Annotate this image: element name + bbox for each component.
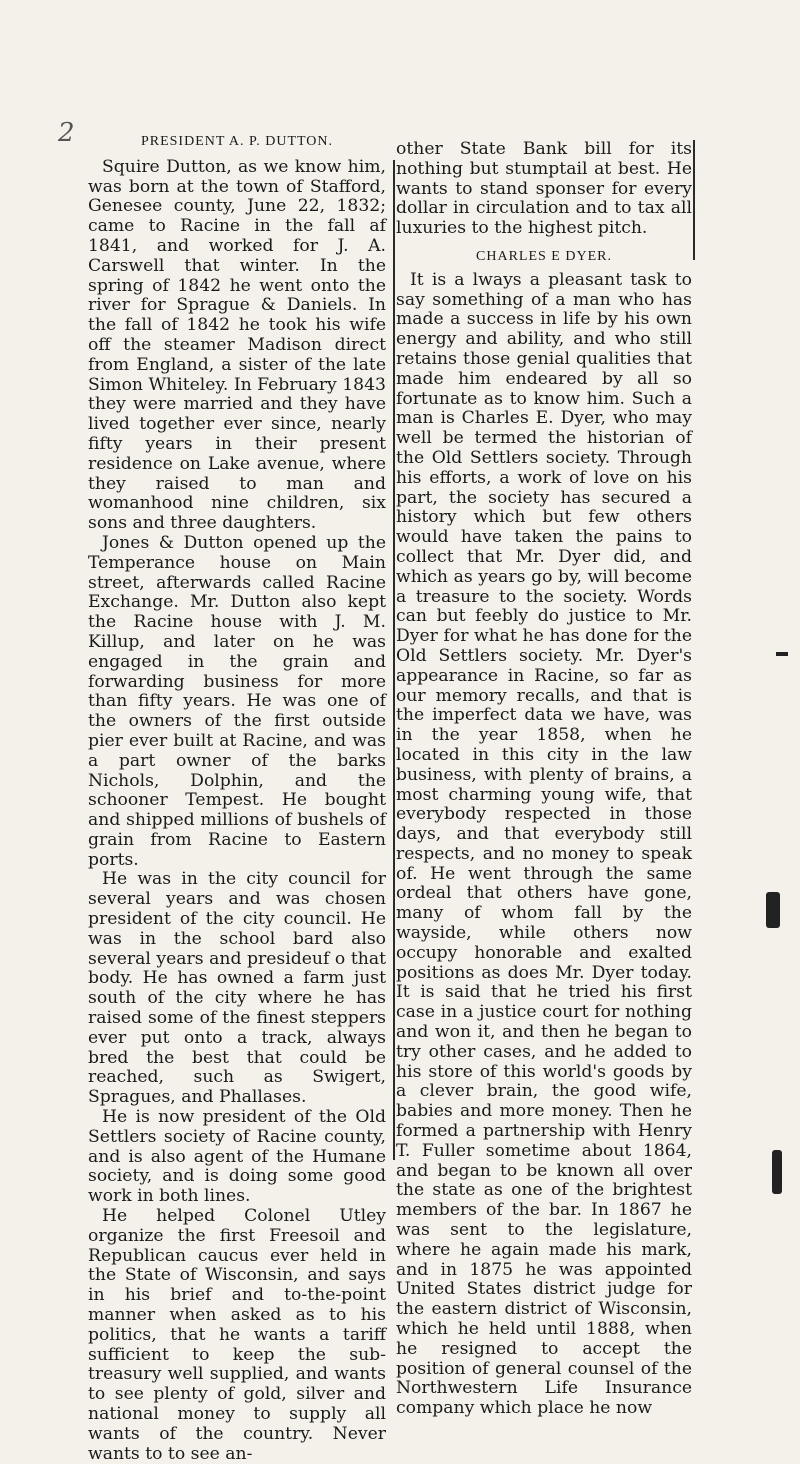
right-column [396,140,692,1419]
headline-dyer: CHARLES E DYER. [476,248,612,264]
column-rule [393,160,395,1160]
margin-mark [772,1150,782,1194]
margin-mark [766,892,780,928]
column-rule-right [693,140,695,260]
margin-mark [776,652,788,656]
paragraph: He helped Colonel Utley organize the first Freesoil and Republican caucus ever held in the State of Wisconsin, and says in his brief and to-the-point manner when asked as to his politics, that he wants a tariff sufficient to keep the sub-treasury well supplied, and wants to see plenty of gold, silver and national money to supply all wants of the country. Never wants to to see an- [88,1206,386,1464]
paragraph: He was in the city council for several years and was chosen president of the city council. He was in the school bard also several years and presideuf o that body. He has owned a farm just south of the city where he has raised some of the finest steppers ever put onto a track, always bred the best that could be reached, such as Swigert, Spragues, and Phallases. [88,869,386,1108]
paragraph: Squire Dutton, as we know him, was born at the town of Stafford, Genesee county, June 22, 1832; came to Racine in the fall af 1841, and worked for J. A. Carswell that winter. In the spring of 1842 he went onto the river for Sprague & Daniels. In the fall of 1842 he took his wife off the steamer Madison direct from England, a sister of the late Simon Whiteley. In February 1843 they were married and they have lived together ever since, nearly fifty years in their present residence on Lake avenue, where they raised to man and womanhood nine children, six sons and three daughters. [88,156,386,534]
paragraph: Jones & Dutton opened up the Temperance house on Main street, afterwards called Racine Exchange. Mr. Dutton also kept the Racine house with J. M. Killup, and later on he was engaged in the grain and forwarding business for more than fifty years. He was one of the owners of the first outside pier ever built at Racine, and was a part owner of the barks Nichols, Dolphin, and the schooner Tempest. He bought and shipped millions of bushels of grain from Racine to Eastern ports. [88,532,386,870]
headline-dutton: PRESIDENT A. P. DUTTON. [140,134,334,149]
left-column [88,132,386,1464]
page-number-mark: 2 [58,118,75,148]
paragraph: He is now president of the Old Settlers society of Racine county, and is also agent of the Humane society, and is doing some good work in both lines. [88,1107,386,1207]
continued-paragraph: other State Bank bill for its nothing but stumptail at best. He wants to stand sponser for every dollar in circulation and to tax all luxuries to the highest pitch. [396,139,692,239]
paragraph: It is a lways a pleasant task to say something of a man who has made a success in life by his own energy and ability, and who still retains those genial qualities that made him endeared by all so fortunate as to know him. Such a man is Charles E. Dyer, who may well be termed the historian of the Old Settlers society. Through his efforts, a work of love on his part, the society has secured a history which but few others would have taken the pains to collect that Mr. Dyer did, and which as years go by, will become a treasure to the society. Words can but feebly do justice to Mr. Dyer for what he has done for the Old Settlers society. Mr. Dyer's appearance in Racine, so far as our memory recalls, and that is the imperfect data we have, was in the year 1858, when he located in this city in the law business, with plenty of brains, a most charming young wife, that everybody respected in those days, and that everybody still respects, and no money to speak of. He went through the same ordeal that others have gone, many of whom fall by the wayside, while others now occupy honorable and exalted positions as does Mr. Dyer today. It is said that he tried his first case in a justice court for nothing and won it, and then he began to try other cases, and he added to his store of this world's goods by a clever brain, the good wife, babies and more money. Then he formed a partnership with Henry T. Fuller sometime about 1864, and began to be known all over the state as one of the brightest members of the bar. In 1867 he was sent to the legislature, where he again made his mark, and in 1875 he was appointed United States district judge for the eastern district of Wisconsin, which he held until 1888, when he resigned to accept the position of general counsel of the Northwestern Life Insurance company which place he now [396,269,692,1419]
